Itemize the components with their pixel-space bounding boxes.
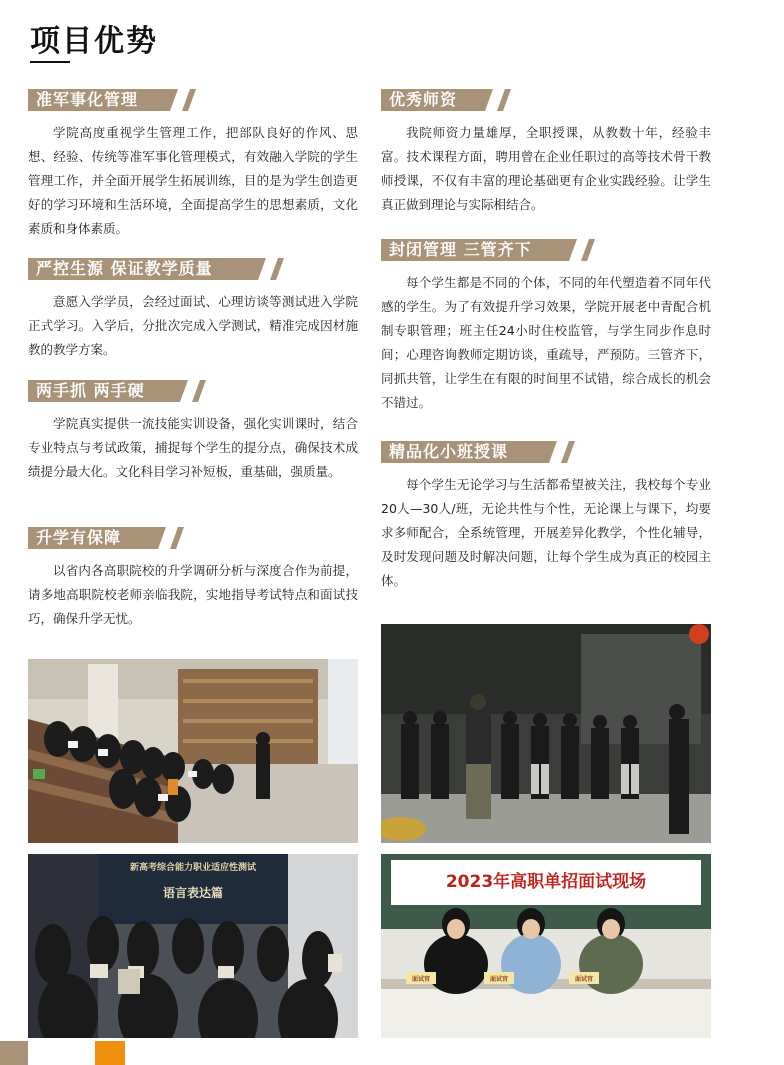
section-title: 封闭管理 三管齐下: [389, 240, 532, 259]
section-title: 两手抓 两手硬: [36, 381, 145, 400]
corner-block: [0, 1041, 28, 1065]
section-military: [28, 89, 358, 241]
section-body: 以省内各高职院校的升学调研分析与深度合作为前提，请多地高职院校老师亲临我院，实地指导考试特点和面试技巧，确保升学无忧。: [28, 563, 358, 626]
photo-library-class: [28, 659, 358, 843]
interviewer-tag: 面试官: [574, 976, 593, 983]
page-title: 项目优势: [30, 24, 158, 59]
section-body: 每个学生无论学习与生活都希望被关注，我校每个专业20人—30人/班，无论共性与个性，无论课上与课下，均要求多师配合，全系统管理，开展差异化教学，个性化辅导，及时发现问题及时解决问题，让每个学生成为真正的校园主体。: [381, 477, 711, 588]
photo-speech-class: [28, 854, 358, 1038]
section-heading: [28, 527, 198, 549]
interviewer-tag: 面试官: [489, 976, 508, 983]
section-title: 严控生源 保证教学质量: [36, 259, 213, 278]
section-teachers: [381, 89, 711, 217]
section-body: 意愿入学学员，会经过面试、心理访谈等测试进入学院正式学习。入学后，分批次完成入学测试，精准完成因材施教的教学方案。: [28, 294, 358, 357]
corner-block-orange: [95, 1041, 125, 1065]
section-title: 精品化小班授课: [389, 442, 509, 461]
title-underline: [30, 61, 70, 63]
section-heading: [381, 239, 551, 261]
section-both-hands: [28, 380, 358, 484]
interview-banner: 2023年高职单招面试现场: [445, 872, 647, 892]
section-guarantee: [28, 527, 358, 631]
section-heading: [28, 380, 198, 402]
section-title: 升学有保障: [36, 528, 122, 547]
screen-line1: 新高考综合能力职业适应性测试: [129, 863, 256, 873]
section-small-class: [381, 441, 711, 593]
photo-student-lineup: [381, 624, 711, 843]
screen-line2: 语言表达篇: [162, 886, 223, 900]
section-body: 每个学生都是不同的个体，不同的年代塑造着不同年代感的学生。为了有效提升学习效果，学院开展老中青配合机制专职管理；班主任24小时住校监管，与学生同步作息时间；心理咨询教师定期访谈，重疏导，严预防。三管齐下，同抓共管，让学生在有限的时间里不试错，综合成长的机会不错过。: [381, 275, 711, 410]
section-body: 我院师资力量雄厚，全职授课，从教数十年，经验丰富。技术课程方面，聘用曾在企业任职过的高等技术骨干教师授课，不仅有丰富的理论基础更有企业实践经验。让学生真正做到理论与实际相结合。: [381, 125, 711, 212]
section-heading: [28, 89, 198, 111]
section-heading: [28, 258, 213, 280]
section-heading: [381, 89, 551, 111]
section-body: 学院高度重视学生管理工作，把部队良好的作风、思想、经验、传统等准军事化管理模式，有效融入学院的学生管理工作，并全面开展学生拓展训练，目的是为学生创造更好的学习环境和生活环境，全面提高学生的思想素质，文化素质和身体素质。: [28, 125, 358, 236]
section-title: 准军事化管理: [36, 90, 139, 109]
photo-interview-panel: [381, 854, 711, 1038]
interviewer-tag: 面试官: [411, 976, 430, 983]
section-closed: [381, 239, 711, 415]
section-heading: [381, 441, 551, 463]
section-admission: [28, 258, 358, 362]
section-body: 学院真实提供一流技能实训设备，强化实训课时，结合专业特点与考试政策，捕捉每个学生的提分点，确保技术成绩提分最大化。文化科目学习补短板，重基础，强质量。: [28, 416, 358, 479]
section-title: 优秀师资: [389, 90, 458, 109]
